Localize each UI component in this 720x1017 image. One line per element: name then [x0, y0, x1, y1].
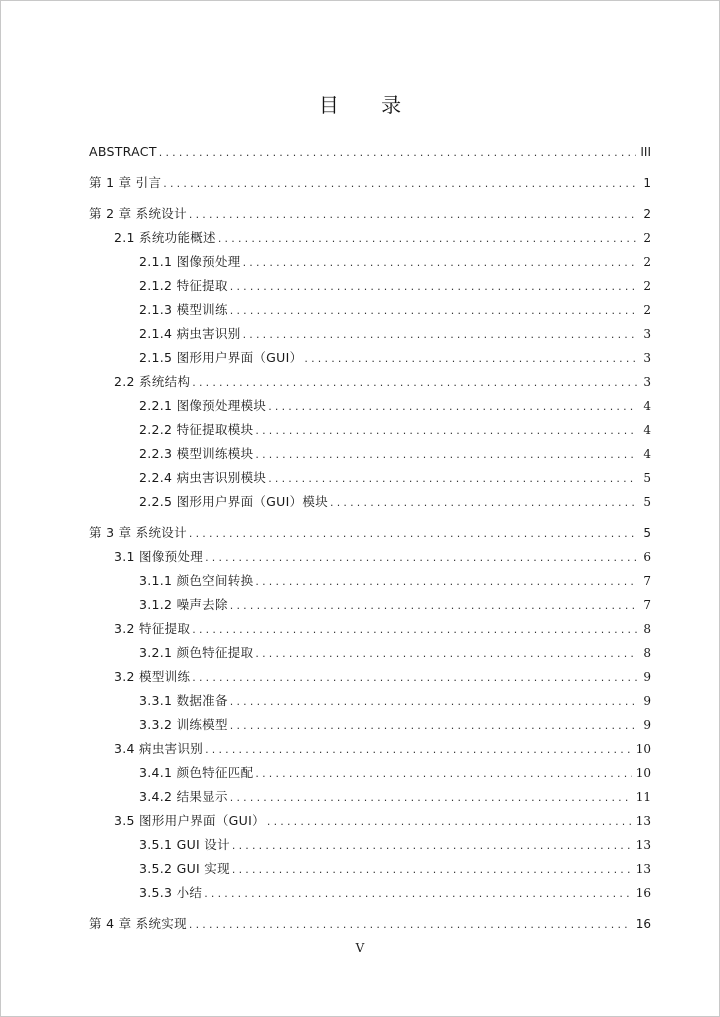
toc-entry[interactable] [89, 466, 651, 490]
toc-entry-page-number: 10 [635, 766, 651, 780]
toc-entry[interactable] [89, 881, 651, 905]
toc-dot-leader [243, 323, 637, 347]
toc-entry[interactable] [89, 298, 651, 322]
toc-entry-label: 3.4.2 结果显示 [139, 789, 228, 804]
toc-dot-leader [255, 570, 637, 594]
toc-entry-label: 2.2.2 特征提取模块 [139, 422, 254, 437]
toc-entry-page-number: 13 [635, 862, 651, 876]
toc-entry-label: 2.1.3 模型训练 [139, 302, 228, 317]
toc-entry-label: 3.2 特征提取 [114, 621, 191, 636]
toc-entry[interactable] [89, 394, 651, 418]
toc-entry-page-number: 2 [643, 303, 651, 317]
toc-dot-leader [232, 858, 632, 882]
toc-dot-leader [232, 834, 632, 858]
toc-entry-label: 3.1 图像预处理 [114, 549, 204, 564]
toc-dot-leader [230, 786, 632, 810]
toc-dot-leader [205, 546, 637, 570]
toc-title: 目 录 [318, 93, 420, 117]
toc-entry-label: 3.3.1 数据准备 [139, 693, 228, 708]
toc-entry[interactable] [89, 761, 651, 785]
toc-entry-page-number: 3 [643, 351, 651, 365]
page-number: V [355, 941, 365, 955]
toc-entry[interactable] [89, 665, 651, 689]
toc-entry-page-number: 8 [643, 646, 651, 660]
toc-entry-label: 3.2 模型训练 [114, 669, 191, 684]
toc-dot-leader [243, 251, 637, 275]
toc-entry-label: 2.2.5 图形用户界面（GUI）模块 [139, 494, 329, 509]
toc-entry-page-number: 16 [635, 917, 651, 931]
toc-entry[interactable] [89, 809, 651, 833]
toc-dot-leader [218, 227, 637, 251]
toc-entry-page-number: 2 [643, 279, 651, 293]
toc-entry-label: 2.2.1 图像预处理模块 [139, 398, 267, 413]
toc-entry-page-number: 9 [643, 694, 651, 708]
toc-entry-page-number: 4 [643, 399, 651, 413]
toc-entry-label: 3.5 图形用户界面（GUI） [114, 813, 265, 828]
toc-entry-label: 2.2.4 病虫害识别模块 [139, 470, 267, 485]
toc-entry[interactable] [89, 641, 651, 665]
toc-dot-leader [192, 666, 637, 690]
toc-entry-page-number: 8 [643, 622, 651, 636]
toc-entry-page-number: 4 [643, 423, 651, 437]
toc-dot-leader [189, 522, 637, 546]
toc-entry[interactable] [89, 171, 651, 195]
toc-entry[interactable] [89, 689, 651, 713]
toc-entry-label: 3.2.1 颜色特征提取 [139, 645, 254, 660]
toc-dot-leader [267, 810, 632, 834]
toc-entry[interactable] [89, 322, 651, 346]
toc-dot-leader [163, 172, 637, 196]
toc-entry-label: 3.4 病虫害识别 [114, 741, 204, 756]
toc-entry[interactable] [89, 857, 651, 881]
toc-entry-page-number: 10 [635, 742, 651, 756]
toc-entry-label: 第 1 章 引言 [89, 175, 162, 190]
table-of-contents [89, 140, 651, 936]
toc-entry-label: 3.4.1 颜色特征匹配 [139, 765, 254, 780]
toc-dot-leader [268, 395, 637, 419]
toc-entry-page-number: 5 [643, 526, 651, 540]
toc-entry-page-number: 7 [643, 598, 651, 612]
toc-entry-page-number: 4 [643, 447, 651, 461]
toc-entry-label: 第 3 章 系统设计 [89, 525, 187, 540]
toc-entry[interactable] [89, 490, 651, 514]
toc-entry-label: ABSTRACT [89, 144, 157, 159]
toc-entry[interactable] [89, 346, 651, 370]
toc-dot-leader [230, 594, 637, 618]
toc-entry-page-number: 13 [635, 838, 651, 852]
toc-dot-leader [255, 443, 637, 467]
toc-dot-leader [330, 491, 637, 515]
toc-entry-page-number: 16 [635, 886, 651, 900]
toc-dot-leader [268, 467, 637, 491]
toc-dot-leader [304, 347, 637, 371]
toc-entry[interactable] [89, 569, 651, 593]
toc-entry[interactable] [89, 418, 651, 442]
toc-dot-leader [255, 762, 631, 786]
toc-entry[interactable] [89, 442, 651, 466]
toc-entry-label: 2.1.1 图像预处理 [139, 254, 241, 269]
toc-dot-leader [230, 275, 637, 299]
toc-entry[interactable] [89, 833, 651, 857]
toc-dot-leader [159, 141, 637, 165]
toc-entry-page-number: 5 [643, 471, 651, 485]
toc-entry[interactable] [89, 370, 651, 394]
toc-entry-page-number: 11 [635, 790, 651, 804]
toc-entry-label: 3.5.2 GUI 实现 [139, 861, 230, 876]
toc-entry[interactable] [89, 545, 651, 569]
toc-entry-label: 第 2 章 系统设计 [89, 206, 187, 221]
toc-entry[interactable] [89, 140, 651, 164]
toc-dot-leader [189, 913, 632, 937]
toc-dot-leader [230, 714, 637, 738]
toc-dot-leader [192, 371, 637, 395]
toc-entry[interactable] [89, 912, 651, 936]
toc-entry-label: 2.1.4 病虫害识别 [139, 326, 241, 341]
toc-entry-page-number: 2 [643, 255, 651, 269]
toc-entry-page-number: 6 [643, 550, 651, 564]
toc-entry-page-number: 2 [643, 231, 651, 245]
toc-entry-label: 3.5.3 小结 [139, 885, 203, 900]
toc-entry[interactable] [89, 274, 651, 298]
toc-entry-page-number: 3 [643, 375, 651, 389]
toc-entry[interactable] [89, 250, 651, 274]
toc-entry-label: 3.5.1 GUI 设计 [139, 837, 230, 852]
toc-entry-page-number: 5 [643, 495, 651, 509]
toc-entry[interactable] [89, 521, 651, 545]
toc-entry-page-number: 9 [643, 670, 651, 684]
toc-entry-page-number: 3 [643, 327, 651, 341]
toc-entry-label: 2.2 系统结构 [114, 374, 191, 389]
toc-dot-leader [204, 882, 632, 906]
toc-entry-page-number: 2 [643, 207, 651, 221]
toc-entry-label: 3.1.2 噪声去除 [139, 597, 228, 612]
toc-entry[interactable] [89, 202, 651, 226]
toc-entry[interactable] [89, 785, 651, 809]
toc-entry-page-number: 13 [635, 814, 651, 828]
toc-dot-leader [189, 203, 637, 227]
toc-entry[interactable] [89, 226, 651, 250]
toc-entry-label: 2.2.3 模型训练模块 [139, 446, 254, 461]
toc-dot-leader [230, 690, 637, 714]
toc-dot-leader [205, 738, 632, 762]
toc-dot-leader [230, 299, 637, 323]
toc-entry[interactable] [89, 617, 651, 641]
toc-entry-label: 2.1.5 图形用户界面（GUI） [139, 350, 303, 365]
toc-entry-label: 第 4 章 系统实现 [89, 916, 187, 931]
toc-entry-label: 3.3.2 训练模型 [139, 717, 228, 732]
toc-entry-label: 3.1.1 颜色空间转换 [139, 573, 254, 588]
toc-dot-leader [255, 642, 637, 666]
toc-entry-page-number: 1 [643, 176, 651, 190]
toc-entry-page-number: 9 [643, 718, 651, 732]
toc-entry[interactable] [89, 713, 651, 737]
toc-entry-page-number: 7 [643, 574, 651, 588]
toc-dot-leader [192, 618, 637, 642]
toc-entry[interactable] [89, 593, 651, 617]
toc-dot-leader [255, 419, 637, 443]
toc-entry-label: 2.1.2 特征提取 [139, 278, 228, 293]
toc-entry-page-number: III [640, 145, 651, 159]
toc-entry[interactable] [89, 737, 651, 761]
toc-entry-label: 2.1 系统功能概述 [114, 230, 216, 245]
